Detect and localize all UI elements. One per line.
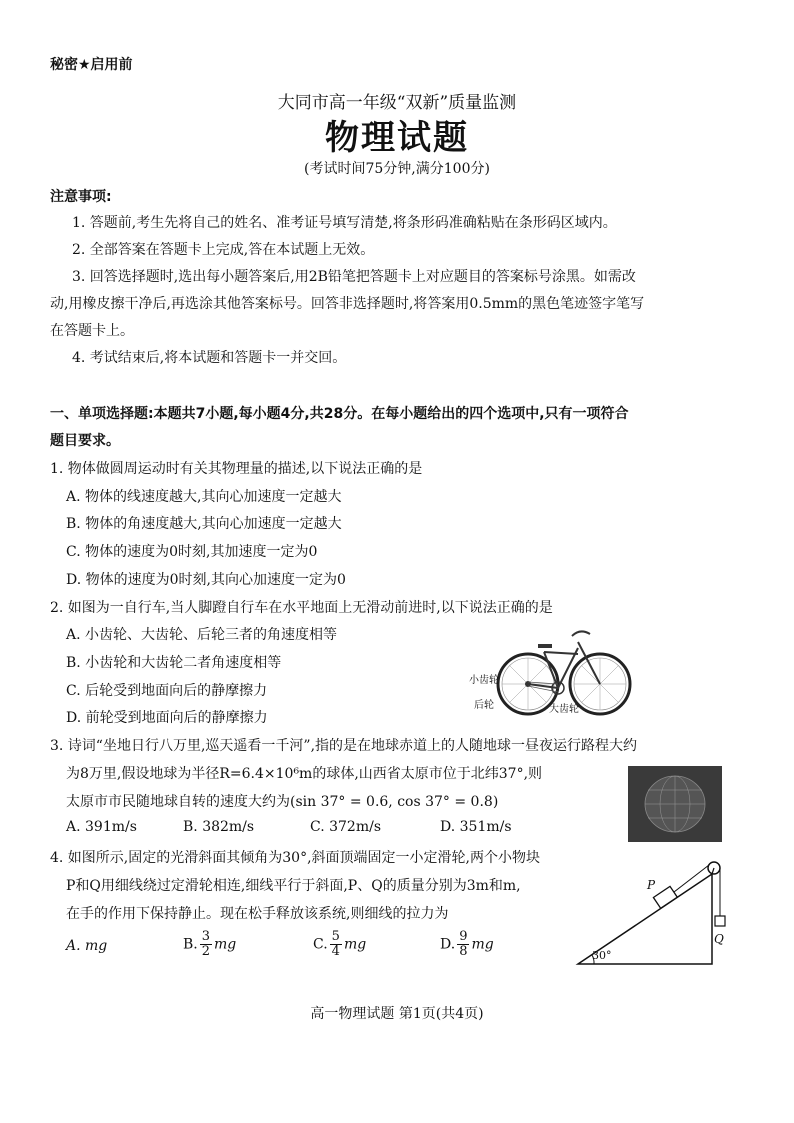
fraction bbox=[330, 930, 342, 959]
label-rear-wheel: 后轮 bbox=[474, 700, 494, 711]
fraction-denominator: 4 bbox=[331, 944, 340, 959]
earth-image bbox=[628, 766, 722, 842]
section-heading: 一、单项选择题:本题共7小题,每小题4分,共28分。在每小题给出的四个选项中,只有一项符合 bbox=[50, 406, 629, 422]
fraction-denominator: 8 bbox=[459, 944, 468, 959]
q3-option-c: C. 372m/s bbox=[310, 819, 382, 835]
q2-option-c: C. 后轮受到地面向后的静摩擦力 bbox=[66, 683, 268, 699]
fraction-numerator: 3 bbox=[201, 929, 211, 944]
question-3-stem: 3. 诗词“坐地日行八万里,巡天遥看一千河”,指的是在地球赤道上的人随地球一昼夜运行路程大约 bbox=[50, 738, 638, 754]
label-q: Q bbox=[714, 932, 724, 946]
q4-option-d-label: D. bbox=[440, 936, 456, 953]
q2-option-b: B. 小齿轮和大齿轮二者角速度相等 bbox=[66, 655, 282, 671]
page-footer: 高一物理试题 第1页(共4页) bbox=[310, 1006, 484, 1022]
mg-text: mg bbox=[343, 936, 367, 953]
notice-item: 1. 答题前,考生先将自己的姓名、准考证号填写清楚,将条形码准确粘贴在条形码区域内。 bbox=[72, 215, 617, 231]
q3-option-a: A. 391m/s bbox=[66, 819, 137, 835]
notice-item: 3. 回答选择题时,选出每小题答案后,用2B铅笔把答题卡上对应题目的答案标号涂黑。如需改 bbox=[72, 269, 636, 285]
question-4-stem: 4. 如图所示,固定的光滑斜面其倾角为30°,斜面顶端固定一小定滑轮,两个小物块 bbox=[50, 850, 540, 866]
page-title: 物理试题 bbox=[325, 118, 469, 158]
exam-subtitle: 大同市高一年级“双新”质量监测 bbox=[277, 93, 517, 113]
q2-option-a: A. 小齿轮、大齿轮、后轮三者的角速度相等 bbox=[66, 627, 338, 643]
q1-option-d: D. 物体的速度为0时刻,其向心加速度一定为0 bbox=[66, 572, 346, 588]
question-2-stem: 2. 如图为一自行车,当人脚蹬自行车在水平地面上无滑动前进时,以下说法正确的是 bbox=[50, 600, 553, 616]
label-angle: 30° bbox=[592, 949, 612, 962]
fraction-numerator: 5 bbox=[331, 929, 340, 944]
fraction-numerator: 9 bbox=[459, 929, 468, 944]
question-4-stem-2: P和Q用细线绕过定滑轮相连,细线平行于斜面,P、Q的质量分别为3m和m, bbox=[66, 878, 521, 894]
exam-time: (考试时间75分钟,满分100分) bbox=[304, 161, 490, 177]
question-1-stem: 1. 物体做圆周运动时有关其物理量的描述,以下说法正确的是 bbox=[50, 461, 423, 477]
confidential-mark: 秘密★启用前 bbox=[50, 57, 133, 73]
notice-item: 4. 考试结束后,将本试题和答题卡一并交回。 bbox=[72, 350, 347, 366]
q4-option-b bbox=[183, 930, 236, 959]
section-heading-cont: 题目要求。 bbox=[50, 433, 120, 449]
q4-option-d bbox=[440, 930, 494, 959]
label-big-gear: 大齿轮 bbox=[549, 704, 579, 715]
q4-option-b-label: B. bbox=[183, 936, 198, 953]
fraction bbox=[457, 930, 469, 959]
notice-item: 在答题卡上。 bbox=[50, 323, 134, 339]
q1-option-a: A. 物体的线速度越大,其向心加速度一定越大 bbox=[66, 489, 342, 505]
q3-option-b: B. 382m/s bbox=[183, 819, 255, 835]
mg-text: mg bbox=[214, 936, 237, 953]
q3-option-d: D. 351m/s bbox=[440, 819, 512, 835]
q1-option-c: C. 物体的速度为0时刻,其加速度一定为0 bbox=[66, 544, 318, 560]
question-3-stem-2: 为8万里,假设地球为半径R=6.4×10⁶m的球体,山西省太原市位于北纬37°,则 bbox=[66, 766, 543, 782]
question-3-stem-3: 太原市市民随地球自转的速度大约为(sin 37° = 0.6, cos 37° = 0.8) bbox=[66, 794, 499, 810]
notice-heading: 注意事项: bbox=[50, 189, 112, 205]
notice-item: 2. 全部答案在答题卡上完成,答在本试题上无效。 bbox=[72, 242, 375, 258]
q4-option-c bbox=[313, 930, 366, 959]
q2-option-d: D. 前轮受到地面向后的静摩擦力 bbox=[66, 710, 268, 726]
fraction bbox=[200, 930, 212, 959]
q4-option-a: A. mg bbox=[66, 938, 108, 954]
label-small-gear: 小齿轮 bbox=[469, 675, 499, 686]
label-p: P bbox=[647, 878, 656, 892]
fraction-denominator: 2 bbox=[201, 944, 211, 959]
q1-option-b: B. 物体的角速度越大,其向心加速度一定越大 bbox=[66, 516, 342, 532]
question-4-stem-3: 在手的作用下保持静止。现在松手释放该系统,则细线的拉力为 bbox=[66, 906, 449, 922]
notice-item: 动,用橡皮擦干净后,再选涂其他答案标号。回答非选择题时,将答案用0.5mm的黑色笔迹签字笔写 bbox=[50, 296, 645, 312]
mg-text: mg bbox=[471, 936, 494, 953]
q4-option-c-label: C. bbox=[313, 936, 328, 953]
